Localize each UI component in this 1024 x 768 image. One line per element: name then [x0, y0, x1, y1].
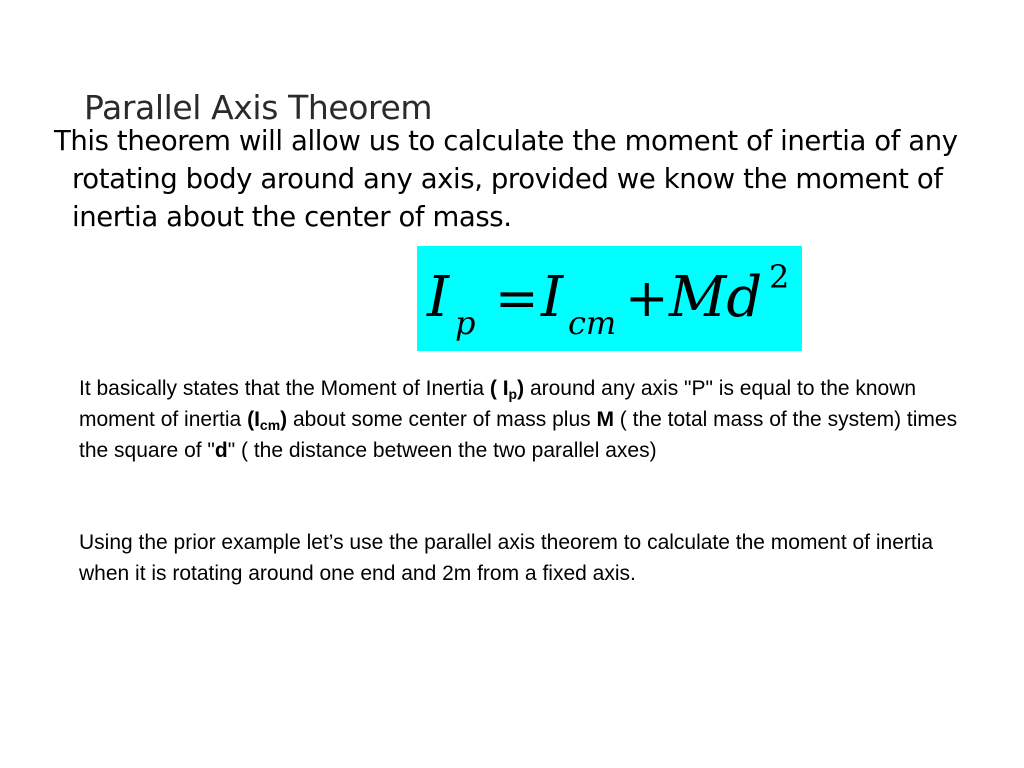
formula-equation: [417, 246, 802, 351]
formula-lhs-symbol: I: [427, 265, 450, 330]
slide-title: Parallel Axis Theorem: [84, 88, 433, 127]
ip-label: ( $I_p$): [489, 377, 525, 402]
explanation-text-1: It basically states that the Moment of Inertia: [79, 377, 490, 400]
formula-term1-symbol: I: [541, 265, 564, 330]
formula-lhs-subscript: p: [455, 304, 476, 342]
formula-equals: =: [495, 269, 539, 329]
explanation-paragraph: [79, 373, 959, 466]
formula-plus: +: [625, 269, 669, 329]
explanation-text-5: " ( the distance between the two parallel axes): [227, 439, 657, 462]
example-paragraph: Using the prior example let’s use the parallel axis theorem to calculate the moment of inertia when it is rotating around one end and 2m from a fixed axis.: [79, 531, 934, 585]
formula-term1-subscript: cm: [568, 304, 617, 342]
distance-label: d: [214, 439, 228, 462]
formula-box: [417, 246, 802, 351]
icm-label: $(I_{cm})$: [247, 408, 288, 433]
formula-term2: Md: [669, 265, 763, 330]
explanation-text-4: ( the total mass of the system) times the square of ": [79, 408, 958, 462]
explanation-text-2: around any axis "P" is equal to the known moment of inertia: [79, 377, 917, 431]
intro-paragraph: This theorem will allow us to calculate the moment of inertia of any rotating body around any axis, provided we know the moment of inertia about the center of mass.: [54, 125, 958, 233]
mass-label: M: [596, 408, 614, 431]
formula-exponent: 2: [769, 258, 790, 296]
explanation-text-3: about some center of mass plus: [287, 408, 597, 431]
